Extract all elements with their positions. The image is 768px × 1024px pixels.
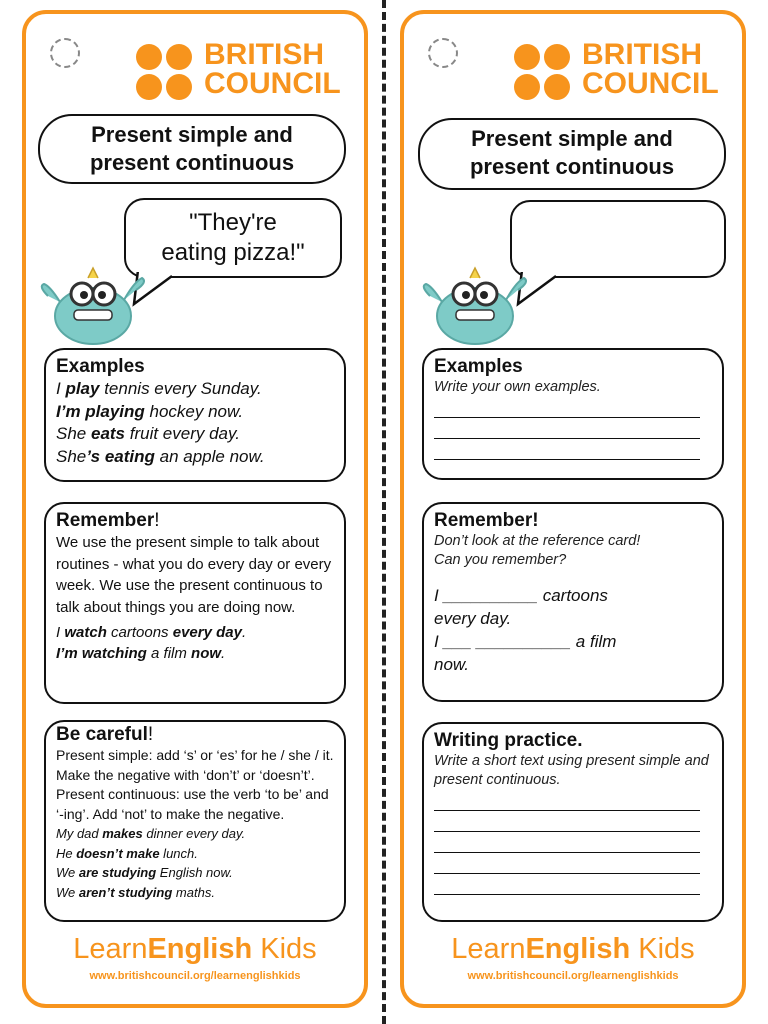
- careful-example-2: [56, 844, 334, 864]
- bold-verb-segment: every day: [172, 624, 242, 641]
- gap-fill-line-4: now.: [434, 655, 469, 674]
- text-segment: He: [56, 845, 77, 861]
- text-segment: .: [241, 624, 247, 641]
- kids-word: Kids: [630, 933, 695, 965]
- bold-verb-segment: makes: [102, 826, 143, 841]
- footer-url[interactable]: www.britishcouncil.org/learnenglishkids: [89, 970, 301, 982]
- write-line[interactable]: [434, 439, 700, 460]
- title-line-2: present continuous: [89, 150, 295, 175]
- bold-verb-segment: play: [65, 379, 100, 398]
- text-segment: .: [221, 645, 226, 662]
- british-council-logo: [134, 40, 344, 108]
- text-segment: I: [56, 624, 65, 641]
- english-word: English: [525, 933, 631, 965]
- careful-title-bang: !: [147, 724, 154, 745]
- remember-text: We use the present simple to talk about routines - what you do every day or every week. We use the present continuous to talk about things you are doing now.: [56, 534, 332, 616]
- remember-instruction-1: Don’t look at the reference card!: [434, 533, 641, 549]
- write-line[interactable]: [434, 790, 700, 811]
- text-segment: She: [56, 424, 91, 443]
- bubble-line-2: eating pizza!": [161, 239, 305, 266]
- example-line-4: [56, 446, 334, 469]
- writing-title: Writing practice.: [434, 730, 583, 751]
- text-segment: English now.: [156, 865, 233, 880]
- write-line[interactable]: [434, 832, 700, 853]
- example-line-1: [56, 378, 334, 401]
- title-line-1: Present simple and: [471, 126, 673, 151]
- logo-line-2: COUNCIL: [582, 67, 719, 100]
- speech-bubble: [124, 198, 342, 278]
- learn-word: Learn: [451, 933, 526, 965]
- monster-mascot-icon: [38, 256, 148, 346]
- bubble-line-1: "They're: [189, 209, 277, 236]
- remember-example-1: [56, 622, 334, 643]
- empty-speech-bubble[interactable]: [510, 200, 726, 278]
- british-council-logo: [512, 40, 722, 108]
- examples-section: [44, 348, 346, 482]
- remember-title-text: Remember: [56, 510, 155, 531]
- english-word: English: [147, 933, 253, 965]
- bold-verb-segment: eats: [90, 424, 126, 443]
- punch-hole: [50, 38, 80, 68]
- careful-title-text: Be careful: [56, 724, 148, 745]
- bold-verb-segment: doesn’t make: [76, 845, 160, 861]
- remember-title: Remember!: [434, 510, 539, 531]
- examples-practice-section: [422, 348, 724, 480]
- text-segment: tennis every Sunday.: [99, 379, 262, 398]
- british-council-dots-icon: [512, 42, 574, 104]
- bold-verb-segment: are studying: [78, 865, 157, 880]
- examples-title: Examples: [56, 356, 145, 377]
- write-line[interactable]: [434, 874, 700, 895]
- text-segment: We: [56, 865, 79, 880]
- remember-title-bang: !: [154, 510, 160, 531]
- gap-fill-line-3[interactable]: I ___ __________ a film: [434, 632, 617, 651]
- remember-practice-section: [422, 502, 724, 702]
- careful-example-3: [56, 863, 334, 883]
- text-segment: We: [56, 884, 79, 900]
- text-segment: an apple now.: [154, 446, 265, 466]
- careful-example-1: [56, 824, 334, 844]
- practice-card: [400, 10, 746, 1008]
- text-segment: dinner every day.: [142, 826, 246, 841]
- write-line[interactable]: [434, 397, 700, 418]
- logo-line-2: COUNCIL: [204, 67, 341, 100]
- remember-example-2: [56, 643, 334, 664]
- write-line[interactable]: [434, 811, 700, 832]
- example-line-2: [56, 401, 334, 424]
- title-line-2: present continuous: [469, 154, 675, 179]
- text-segment: I: [56, 379, 66, 398]
- writing-instruction: Write a short text using present simple and present continuous.: [434, 753, 709, 788]
- text-segment: maths.: [172, 884, 215, 900]
- careful-example-4: [56, 883, 334, 903]
- gap-fill-line-2: every day.: [434, 609, 512, 628]
- remember-instruction-2: Can you remember?: [434, 552, 567, 568]
- monster-mascot-icon: [420, 256, 530, 346]
- title-line-1: Present simple and: [91, 122, 293, 147]
- bold-verb-segment: ’s eating: [86, 446, 155, 466]
- careful-title: [56, 724, 334, 746]
- bold-verb-segment: I’m watching: [56, 645, 147, 662]
- careful-text: Present simple: add ‘s’ or ‘es’ for he / she / it. Make the negative with ‘don’t’ or ‘doesn’t’. Present continuous: use the verb ‘to be’ and ‘-ing’. Add ‘not’ to make the negative.: [56, 747, 334, 822]
- bold-verb-segment: watch: [64, 624, 107, 641]
- cut-line: [382, 0, 386, 1024]
- gap-fill-line-1[interactable]: I __________ cartoons: [434, 586, 608, 605]
- write-line[interactable]: [434, 418, 700, 439]
- kids-word: Kids: [252, 933, 317, 965]
- reference-card: [22, 10, 368, 1008]
- bold-verb-segment: now: [191, 645, 222, 662]
- footer-url[interactable]: www.britishcouncil.org/learnenglishkids: [467, 970, 679, 982]
- logo-line-1: BRITISH: [582, 38, 702, 71]
- punch-hole: [428, 38, 458, 68]
- examples-instruction: Write your own examples.: [434, 379, 601, 395]
- text-segment: cartoons: [106, 624, 173, 641]
- logo-line-1: BRITISH: [204, 38, 324, 71]
- bold-verb-segment: aren’t studying: [78, 884, 173, 900]
- text-segment: fruit every day.: [125, 424, 240, 443]
- examples-title: Examples: [434, 356, 523, 377]
- text-segment: hockey now.: [144, 401, 244, 421]
- example-line-3: [56, 423, 334, 446]
- write-line[interactable]: [434, 853, 700, 874]
- remember-section: [44, 502, 346, 704]
- writing-practice-section: [422, 722, 724, 922]
- bold-verb-segment: I’m playing: [56, 401, 145, 421]
- learnenglish-kids-logo: [404, 932, 742, 966]
- text-segment: My dad: [56, 826, 103, 841]
- british-council-dots-icon: [134, 42, 196, 104]
- learn-word: Learn: [73, 933, 148, 965]
- text-segment: lunch.: [159, 845, 198, 861]
- be-careful-section: [44, 720, 346, 922]
- text-segment: a film: [146, 645, 192, 662]
- card-title: [418, 118, 726, 190]
- card-title: [38, 114, 346, 184]
- learnenglish-kids-logo: [26, 932, 364, 966]
- text-segment: She: [56, 446, 87, 466]
- remember-title: [56, 510, 334, 532]
